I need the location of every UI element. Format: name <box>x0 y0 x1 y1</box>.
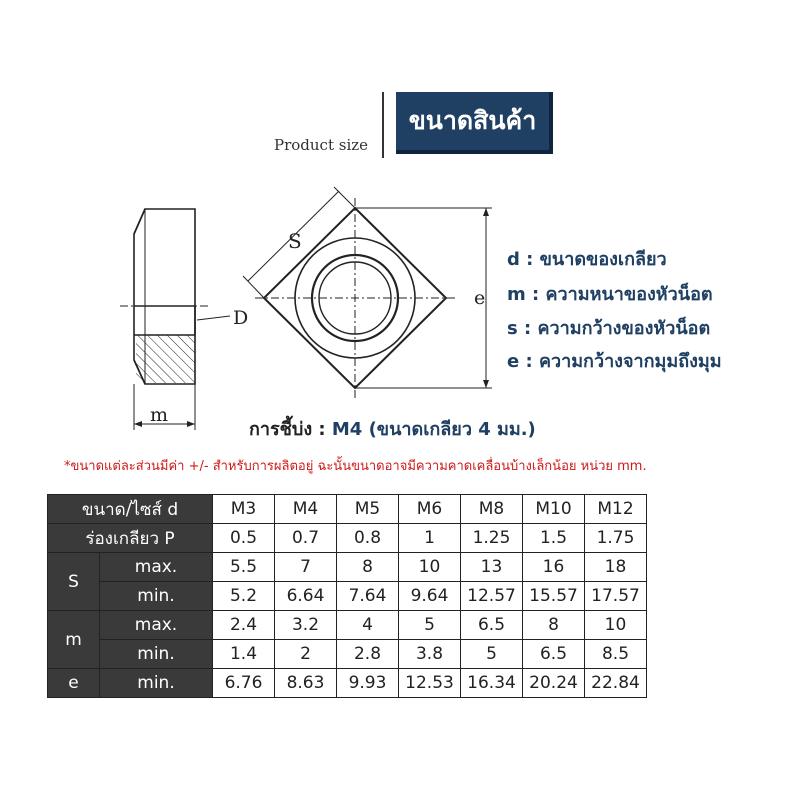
table-cell: 4 <box>337 611 399 640</box>
table-cell: 6.5 <box>523 640 585 669</box>
table-row-m-max <box>48 611 647 640</box>
table-cell: 2.4 <box>213 611 275 640</box>
e-header: e <box>48 669 100 698</box>
table-row-pitch <box>48 524 647 553</box>
table-cell: 10 <box>585 611 647 640</box>
table-cell: 6.64 <box>275 582 337 611</box>
table-row-size <box>48 495 647 524</box>
table-cell: 1.4 <box>213 640 275 669</box>
size-spec-table <box>47 494 647 698</box>
table-cell: 12.53 <box>399 669 461 698</box>
table-cell: M10 <box>523 495 585 524</box>
side-view-drawing <box>120 209 230 430</box>
table-cell: M5 <box>337 495 399 524</box>
table-cell: 0.8 <box>337 524 399 553</box>
legend-e: e : ความกว้างจากมุมถึงมุม <box>507 351 722 372</box>
table-cell: M8 <box>461 495 523 524</box>
table-cell: 5 <box>399 611 461 640</box>
legend-s: s : ความกว้างของหัวน็อต <box>507 318 711 339</box>
table-cell: 17.57 <box>585 582 647 611</box>
table-row-m-min <box>48 640 647 669</box>
max-header: max. <box>100 611 213 640</box>
table-cell: 12.57 <box>461 582 523 611</box>
min-header: min. <box>100 669 213 698</box>
table-cell: 6.76 <box>213 669 275 698</box>
table-cell: 20.24 <box>523 669 585 698</box>
front-view-drawing <box>243 187 492 398</box>
table-cell: 8 <box>337 553 399 582</box>
table-cell: 1 <box>399 524 461 553</box>
table-cell: M4 <box>275 495 337 524</box>
table-cell: 6.5 <box>461 611 523 640</box>
table-cell: 7 <box>275 553 337 582</box>
table-cell: 1.75 <box>585 524 647 553</box>
designation-example <box>249 414 536 443</box>
table-cell: 15.57 <box>523 582 585 611</box>
table-cell: 22.84 <box>585 669 647 698</box>
table-cell: M3 <box>213 495 275 524</box>
pitch-header: ร่องเกลียว P <box>48 524 213 553</box>
table-row-e-min <box>48 669 647 698</box>
header-english-title: Product size <box>274 136 369 154</box>
front-view-label-s: S <box>288 229 302 253</box>
size-header: ขนาด/ไซส์ d <box>48 495 213 524</box>
table-cell: 8.5 <box>585 640 647 669</box>
table-cell: 0.5 <box>213 524 275 553</box>
table-cell: 18 <box>585 553 647 582</box>
table-cell: 10 <box>399 553 461 582</box>
table-cell: 5.2 <box>213 582 275 611</box>
max-header: max. <box>100 553 213 582</box>
table-cell: 1.5 <box>523 524 585 553</box>
legend-d: d : ขนาดของเกลียว <box>507 249 667 270</box>
table-cell: 2 <box>275 640 337 669</box>
table-cell: M6 <box>399 495 461 524</box>
table-cell: 16.34 <box>461 669 523 698</box>
table-cell: M12 <box>585 495 647 524</box>
side-view-label-d: D <box>233 307 249 329</box>
table-cell: 2.8 <box>337 640 399 669</box>
table-cell: 9.64 <box>399 582 461 611</box>
m-header: m <box>48 611 100 669</box>
table-cell: 3.8 <box>399 640 461 669</box>
min-header: min. <box>100 582 213 611</box>
table-cell: 5.5 <box>213 553 275 582</box>
tolerance-note: *ขนาดแต่ละส่วนมีค่า +/- สำหรับการผลิตอยู่ ฉะนั้นขนาดอาจมีความคาดเคลื่อนบ้างเล็กน้อย หน่วย mm. <box>64 459 647 474</box>
table-row-s-min <box>48 582 647 611</box>
table-cell: 3.2 <box>275 611 337 640</box>
designation-label: การชี้บ่ง : <box>249 419 326 440</box>
designation-value: M4 (ขนาดเกลียว 4 มม.) <box>331 419 536 440</box>
table-cell: 1.25 <box>461 524 523 553</box>
table-row-s-max <box>48 553 647 582</box>
table-cell: 7.64 <box>337 582 399 611</box>
table-cell: 13 <box>461 553 523 582</box>
front-view-label-e: e <box>474 287 486 309</box>
s-header: S <box>48 553 100 611</box>
header-thai-title: ขนาดสินค้า <box>396 92 553 154</box>
table-cell: 8 <box>523 611 585 640</box>
min-header: min. <box>100 640 213 669</box>
table-cell: 5 <box>461 640 523 669</box>
table-cell: 8.63 <box>275 669 337 698</box>
table-cell: 16 <box>523 553 585 582</box>
table-cell: 0.7 <box>275 524 337 553</box>
table-cell: 9.93 <box>337 669 399 698</box>
legend-m: m : ความหนาของหัวน็อต <box>507 284 713 305</box>
side-view-label-m: m <box>150 404 169 426</box>
